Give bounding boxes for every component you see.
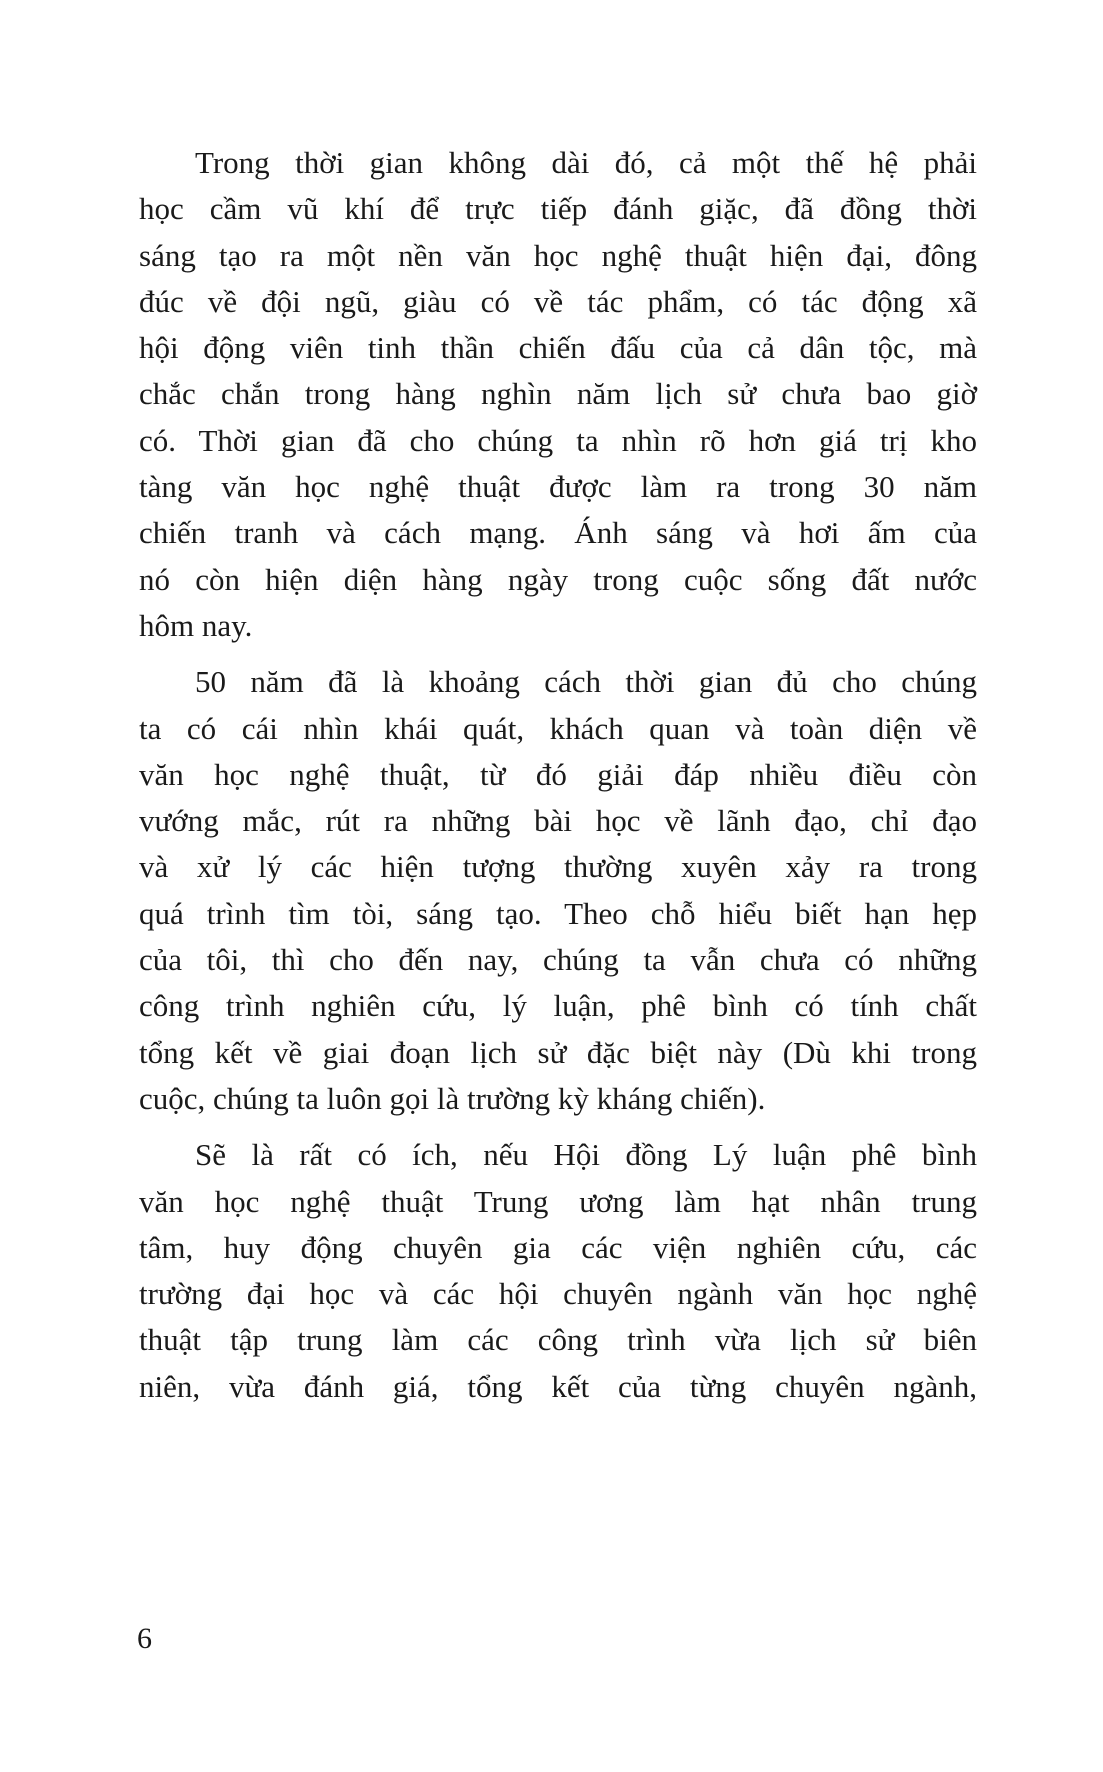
text-line: của tôi, thì cho đến nay, chúng ta vẫn chưa có những (139, 942, 977, 978)
text-line: có. Thời gian đã cho chúng ta nhìn rõ hơn giá trị kho (139, 422, 977, 458)
text-line: nó còn hiện diện hàng ngày trong cuộc sống đất nước (139, 561, 977, 597)
page-number: 6 (137, 1622, 152, 1655)
text-line: chiến tranh và cách mạng. Ánh sáng và hơi ấm của (139, 515, 977, 551)
text-line: niên, vừa đánh giá, tổng kết của từng chuyên ngành, (139, 1368, 977, 1404)
text-line: hôm nay. (139, 607, 253, 643)
text-line: đúc về đội ngũ, giàu có về tác phẩm, có tác động xã (139, 283, 977, 319)
text-line: 50 năm đã là khoảng cách thời gian đủ cho chúng (195, 664, 977, 700)
text-line: Sẽ là rất có ích, nếu Hội đồng Lý luận phê bình (195, 1137, 977, 1173)
text-line: vướng mắc, rút ra những bài học về lãnh đạo, chỉ đạo (139, 803, 977, 839)
text-line: cuộc, chúng ta luôn gọi là trường kỳ kháng chiến). (139, 1080, 766, 1116)
text-line: tâm, huy động chuyên gia các viện nghiên cứu, các (139, 1229, 977, 1265)
text-line: tổng kết về giai đoạn lịch sử đặc biệt này (Dù khi trong (139, 1034, 977, 1070)
text-line: hội động viên tinh thần chiến đấu của cả dân tộc, mà (139, 330, 977, 366)
paragraph-3 (139, 1132, 977, 1410)
body-text (139, 140, 977, 1410)
text-line: quá trình tìm tòi, sáng tạo. Theo chỗ hiểu biết hạn hẹp (139, 895, 977, 931)
text-line: sáng tạo ra một nền văn học nghệ thuật hiện đại, đông (139, 237, 977, 273)
text-line: và xử lý các hiện tượng thường xuyên xảy ra trong (139, 849, 977, 885)
text-line: ta có cái nhìn khái quát, khách quan và toàn diện về (139, 710, 977, 746)
text-line: chắc chắn trong hàng nghìn năm lịch sử chưa bao giờ (139, 376, 977, 412)
text-line: học cầm vũ khí để trực tiếp đánh giặc, đã đồng thời (139, 191, 977, 227)
paragraph-1 (139, 140, 977, 649)
text-line: thuật tập trung làm các công trình vừa lịch sử biên (139, 1322, 977, 1358)
text-line: văn học nghệ thuật, từ đó giải đáp nhiều điều còn (139, 756, 977, 792)
text-line: công trình nghiên cứu, lý luận, phê bình có tính chất (139, 988, 977, 1024)
text-line: văn học nghệ thuật Trung ương làm hạt nhân trung (139, 1183, 977, 1219)
text-line: tàng văn học nghệ thuật được làm ra trong 30 năm (139, 469, 977, 505)
text-line: trường đại học và các hội chuyên ngành văn học nghệ (139, 1276, 977, 1312)
paragraph-2 (139, 659, 977, 1122)
text-line: Trong thời gian không dài đó, cả một thế hệ phải (195, 145, 977, 180)
